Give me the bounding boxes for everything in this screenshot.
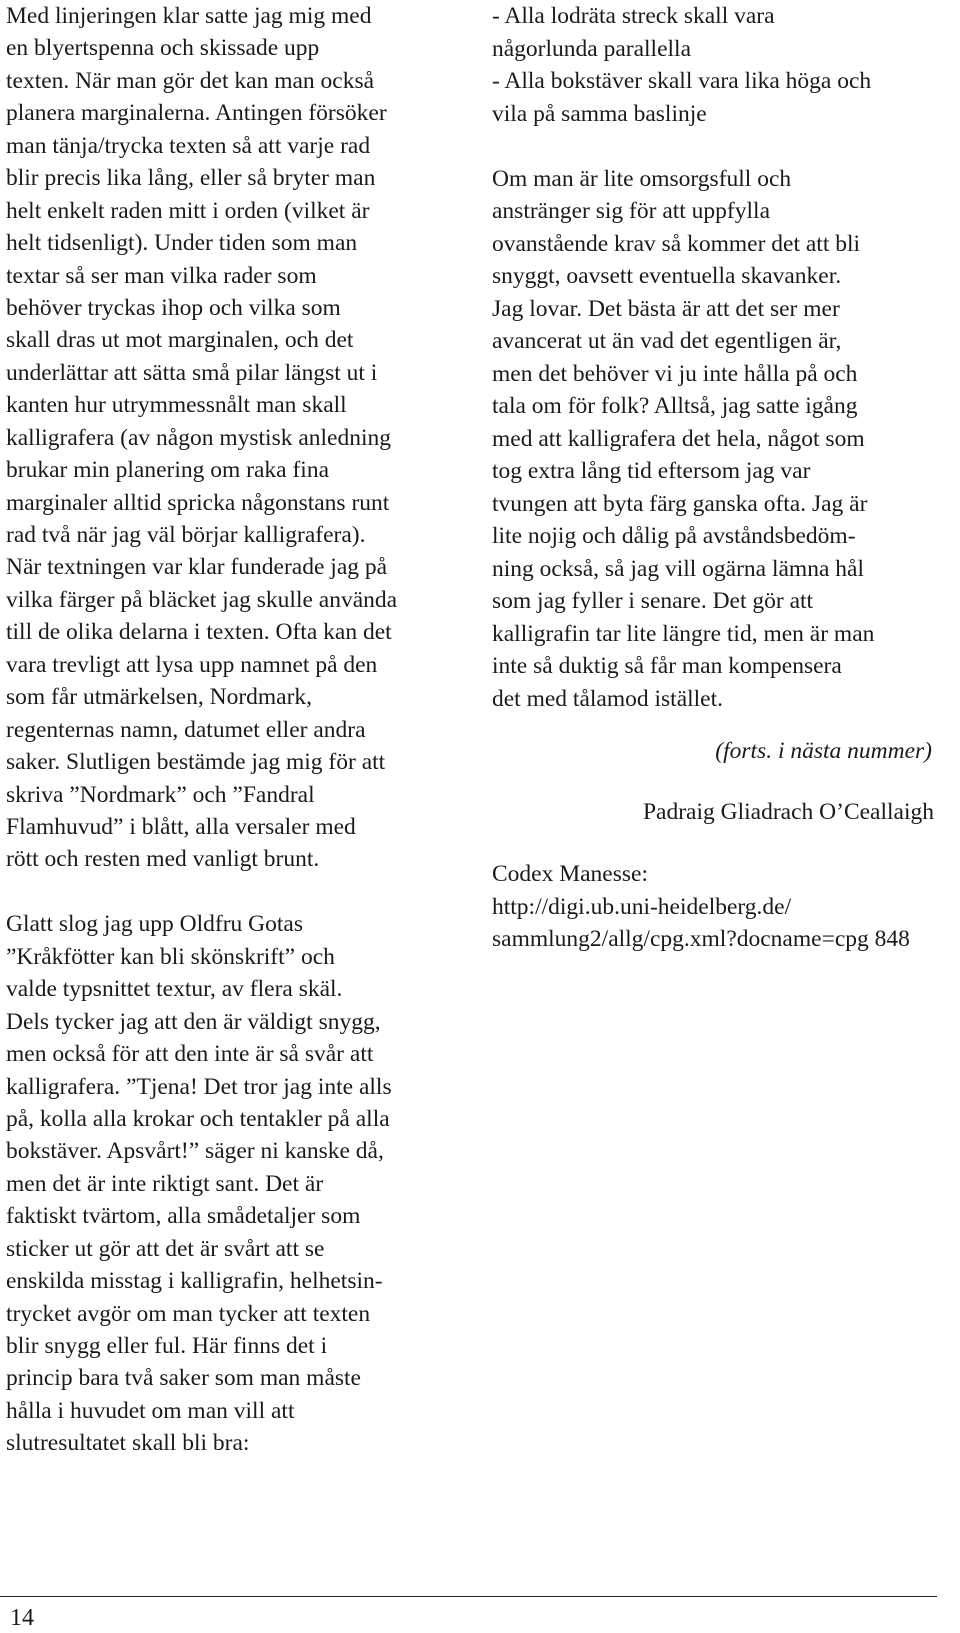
text-line: valde typsnittet textur, av flera skäl. xyxy=(6,976,343,1003)
text-line: blir precis lika lång, eller så bryter man xyxy=(6,165,376,192)
right-paragraph-2 xyxy=(492,163,958,716)
text-line: man tänja/trycka texten så att varje rad xyxy=(6,132,371,159)
text-line: enskilda misstag i kalligrafin, helhetsin- xyxy=(6,1268,383,1295)
right-paragraph-1 xyxy=(492,0,958,130)
right-column xyxy=(492,0,958,956)
text-line: När textningen var klar funderade jag på xyxy=(6,554,388,581)
text-line: helt enkelt raden mitt i orden (vilket är xyxy=(6,197,370,224)
text-line: Med linjeringen klar satte jag mig med xyxy=(6,3,372,29)
text-line: Om man är lite omsorgsfull och xyxy=(492,165,792,192)
text-line: princip bara två saker som man måste xyxy=(6,1365,361,1392)
text-line: men det är inte riktigt sant. Det är xyxy=(6,1170,324,1197)
left-paragraph-1 xyxy=(6,0,464,876)
text-line: behöver tryckas ihop och vilka som xyxy=(6,294,341,321)
text-line: helt tidsenligt). Under tiden som man xyxy=(6,230,358,257)
text-line: en blyertspenna och skissade upp xyxy=(6,35,320,62)
text-line: tog extra lång tid eftersom jag var xyxy=(492,458,811,484)
text-line: snyggt, oavsett eventuella skavanker. xyxy=(492,263,842,289)
page-number: 14 xyxy=(10,1605,34,1631)
text-line: textar så ser man vilka rader som xyxy=(6,262,317,289)
text-line: - Alla bokstäver skall vara lika höga och xyxy=(492,68,872,94)
text-line: tvungen att byta färg ganska ofta. Jag är xyxy=(492,490,868,517)
text-line: planera marginalerna. Antingen försöker xyxy=(6,100,387,127)
text-line: ”Kråkfötter kan bli skönskrift” och xyxy=(6,943,335,970)
continuation-note: (forts. i nästa nummer) xyxy=(715,738,932,764)
text-line: kalligrafera (av någon mystisk anledning xyxy=(6,424,392,451)
text-line: vilka färger på bläcket jag skulle använda xyxy=(6,586,398,613)
source-url-line: http://digi.ub.uni-heidelberg.de/ xyxy=(492,893,792,920)
text-line: Glatt slog jag upp Oldfru Gotas xyxy=(6,911,303,938)
text-line: Flamhuvud” i blått, alla versaler med xyxy=(6,813,356,840)
text-line: skriva ”Nordmark” och ”Fandral xyxy=(6,781,315,808)
text-line: anstränger sig för att uppfylla xyxy=(492,198,770,224)
text-line: underlättar att sätta små pilar längst ut i xyxy=(6,359,378,386)
text-line: slutresultatet skall bli bra: xyxy=(6,1430,250,1457)
text-line: som jag fyller i senare. Det gör att xyxy=(492,588,814,614)
text-line: ning också, så jag vill ogärna lämna hål xyxy=(492,555,864,582)
source-url-line: sammlung2/allg/cpg.xml?docname=cpg 848 xyxy=(492,926,910,952)
text-line: till de olika delarna i texten. Ofta kan det xyxy=(6,619,392,646)
text-line: inte så duktig så får man kompensera xyxy=(492,653,842,679)
text-line: kalligrafera. ”Tjena! Det tror jag inte alls xyxy=(6,1073,392,1100)
text-line: avancerat ut än vad det egentligen är, xyxy=(492,328,842,354)
text-line: vara trevligt att lysa upp namnet på den xyxy=(6,651,378,678)
text-line: sticker ut gör att det är svårt att se xyxy=(6,1235,325,1262)
text-line: Dels tycker jag att den är väldigt snygg, xyxy=(6,1008,381,1035)
text-line: texten. När man gör det kan man också xyxy=(6,67,375,94)
text-line: men det behöver vi ju inte hålla på och xyxy=(492,360,858,387)
text-line: på, kolla alla krokar och tentakler på alla xyxy=(6,1105,390,1132)
text-line: rött och resten med vanligt brunt. xyxy=(6,846,320,873)
text-line: saker. Slutligen bestämde jag mig för att xyxy=(6,749,386,776)
left-paragraph-2 xyxy=(6,908,464,1459)
paragraph-gap xyxy=(6,876,464,909)
text-line: det med tålamod istället. xyxy=(492,685,724,712)
source-label: Codex Manesse: xyxy=(492,861,648,887)
text-line: men också för att den inte är så svår att xyxy=(6,1041,374,1068)
text-line: Jag lovar. Det bästa är att det ser mer xyxy=(492,295,840,322)
text-line: hålla i huvudet om man vill att xyxy=(6,1397,295,1424)
text-line: kanten hur utrymmessnålt man skall xyxy=(6,392,347,419)
left-column xyxy=(6,0,464,1460)
text-line: - Alla lodräta streck skall vara xyxy=(492,3,775,29)
text-line: skall dras ut mot marginalen, och det xyxy=(6,327,354,354)
text-line: regenternas namn, datumet eller andra xyxy=(6,716,366,743)
text-line: någorlunda parallella xyxy=(492,35,692,62)
text-line: vila på samma baslinje xyxy=(492,100,707,127)
text-line: ovanstående krav så kommer det att bli xyxy=(492,230,861,257)
text-line: lite nojig och dålig på avståndsbedöm- xyxy=(492,523,856,549)
text-line: med att kalligrafera det hela, något som xyxy=(492,425,865,452)
text-line: trycket avgör om man tycker att texten xyxy=(6,1300,371,1327)
paragraph-gap xyxy=(492,130,958,163)
text-line: bokstäver. Apsvårt!” säger ni kanske då, xyxy=(6,1138,384,1165)
text-line: tala om för folk? Alltså, jag satte igång xyxy=(492,393,858,419)
text-line: kalligrafin tar lite längre tid, men är man xyxy=(492,620,875,647)
source-reference xyxy=(492,858,958,956)
footer-rule xyxy=(0,1596,937,1597)
text-line: som får utmärkelsen, Nordmark, xyxy=(6,684,313,711)
text-line: blir snygg eller ful. Här finns det i xyxy=(6,1333,328,1359)
text-line: faktiskt tvärtom, alla smådetaljer som xyxy=(6,1203,361,1230)
text-line: brukar min planering om raka fina xyxy=(6,457,330,484)
author-signature: Padraig Gliadrach O’Ceallaigh xyxy=(642,798,934,825)
text-line: rad två när jag väl börjar kalligrafera). xyxy=(6,522,366,548)
text-line: marginaler alltid spricka någonstans runt xyxy=(6,489,390,516)
